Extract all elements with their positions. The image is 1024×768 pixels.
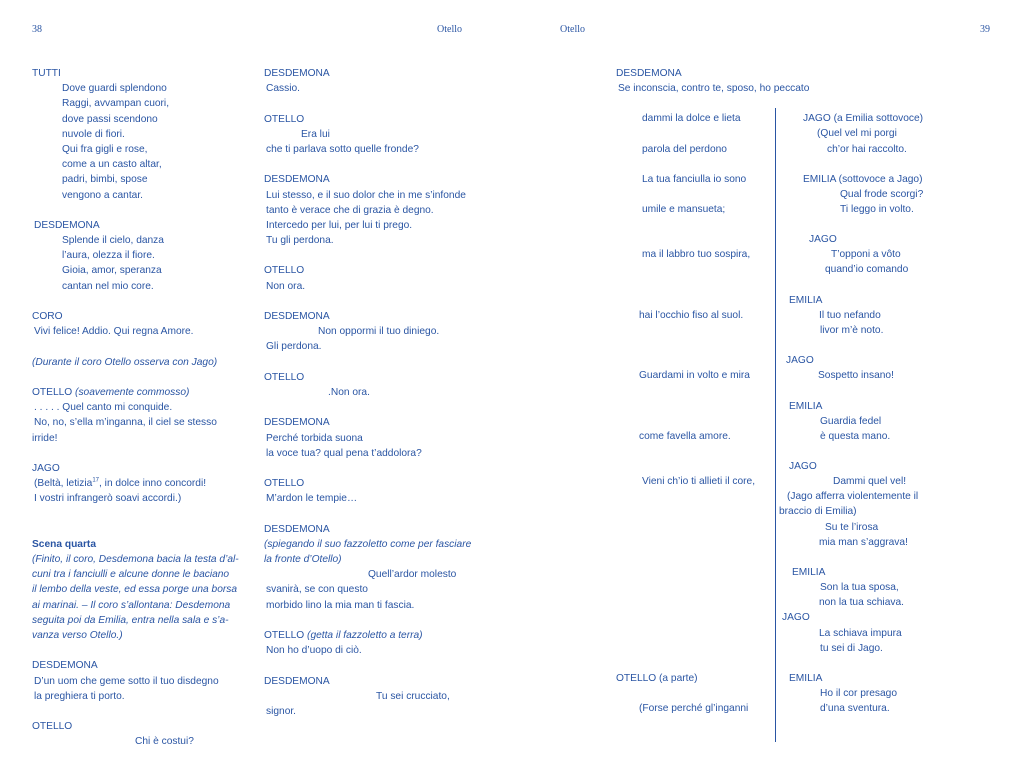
stage-direction: il lembo della veste, ed essa porge una borsa — [32, 584, 238, 596]
verse-line: svanirà, se con questo — [266, 584, 368, 596]
verse-text: (Beltà, letizia — [34, 478, 93, 490]
column-left-page-2 — [264, 66, 484, 719]
verse-line: Il tuo nefando — [819, 310, 881, 321]
verse-line: Guardami in volto e mira — [639, 370, 750, 381]
verse-line: Chi è costui? — [135, 736, 194, 748]
speaker-otello: OTELLO (a parte) — [616, 673, 698, 684]
verse-line: la voce tua? qual pena t’addolora? — [266, 447, 422, 459]
verse-line: (Forse perché gl’inganni — [639, 703, 749, 714]
verse-line: Ti leggo in volto. — [840, 204, 914, 215]
speaker-otello: OTELLO — [32, 721, 73, 733]
speaker-desdemona: DESDEMONA — [264, 311, 330, 322]
speaker-otello: OTELLO — [264, 265, 305, 277]
verse-line: Dammi quel vel! — [833, 476, 907, 487]
verse-line: Dove guardi splendono — [62, 83, 167, 95]
verse-line: Su te l’irosa — [825, 522, 879, 533]
stage-direction: ai marinai. – Il coro s’allontana: Desdemona — [32, 599, 231, 611]
verse-line: la preghiera ti porto. — [34, 690, 125, 702]
verse-line: Era lui — [301, 128, 330, 140]
verse-line: è questa mano. — [820, 431, 891, 442]
speaker-otello — [32, 385, 247, 400]
speaker-jago: JAGO — [789, 461, 817, 472]
speaker-desdemona: DESDEMONA — [32, 660, 98, 672]
verse-line: La tua fanciulla io sono — [642, 174, 747, 185]
verse-line: Tu gli perdona. — [266, 235, 334, 247]
speaker-otello: OTELLO — [264, 371, 305, 383]
running-title-right: Otello — [560, 24, 585, 35]
speaker-jago: JAGO (a Emilia sottovoce) — [803, 113, 924, 124]
verse-line: Gli perdona. — [266, 341, 322, 353]
verse-line: d’una sventura. — [820, 703, 890, 714]
verse-line: Non ora. — [266, 280, 306, 292]
verse-line: Cassio. — [266, 83, 300, 95]
stage-direction: (Durante il coro Otello osserva con Jago) — [32, 356, 218, 368]
verse-line: Lui stesso, e il suo dolor che in me s’infonde — [266, 189, 466, 201]
verse-line: Vieni ch’io ti allieti il core, — [642, 476, 756, 487]
verse-line: T’opponi a vôto — [831, 249, 901, 260]
scene-heading: Scena quarta — [32, 538, 96, 550]
running-title-left: Otello — [437, 24, 462, 35]
verse-line: Guardia fedel — [820, 416, 882, 427]
stage-direction: cuni tra i fanciulli e alcune donne le baciano — [32, 569, 230, 581]
speaker-desdemona: DESDEMONA — [264, 417, 330, 429]
verse-line — [32, 476, 247, 491]
column-divider — [775, 108, 776, 742]
verse-text: , in dolce inno concordi! — [99, 478, 207, 490]
verse-line: Son la tua sposa, — [820, 582, 899, 593]
verse-line: Vivi felice! Addio. Qui regna Amore. — [34, 326, 194, 338]
speaker-jago: JAGO — [32, 462, 60, 474]
speaker-emilia: EMILIA — [792, 567, 826, 578]
speaker-coro: CORO — [32, 311, 63, 322]
verse-line: irride! — [32, 432, 58, 444]
verse-line: Tu sei crucciato, — [376, 690, 450, 702]
verse-line: non la tua schiava. — [819, 597, 904, 608]
speaker-otello — [264, 628, 484, 643]
footnote-marker: 17 — [92, 477, 100, 484]
speaker-emilia: EMILIA — [789, 295, 823, 306]
speaker-emilia: EMILIA — [789, 401, 823, 412]
page-number-left: 38 — [32, 24, 42, 35]
verse-line: Non ho d’uopo di ciò. — [266, 645, 362, 657]
verse-line: l’aura, olezza il fiore. — [62, 250, 155, 262]
speaker-desdemona: DESDEMONA — [264, 68, 330, 79]
speaker-otello: OTELLO — [264, 478, 305, 490]
verse-line: M’ardon le tempie… — [266, 493, 358, 505]
verse-line: cantan nel mio core. — [62, 280, 154, 292]
verse-line: ch’or hai raccolto. — [827, 144, 907, 155]
speaker-tutti: TUTTI — [32, 68, 61, 79]
verse-line: . . . . . Quel canto mi conquide. — [34, 402, 173, 414]
speaker-desdemona: DESDEMONA — [616, 68, 682, 79]
verse-line: No, no, s’ella m’inganna, il ciel se stesso — [34, 417, 217, 429]
stage-direction: (Finito, il coro, Desdemona bacia la testa d’al- — [32, 554, 239, 565]
speaker-name: OTELLO — [264, 629, 305, 641]
speaker-desdemona: DESDEMONA — [264, 675, 330, 687]
verse-line: come favella amore. — [639, 431, 731, 442]
verse-line: parola del perdono — [642, 144, 727, 155]
stage-direction: vanza verso Otello.) — [32, 629, 123, 641]
verse-line: Raggi, avvampan cuori, — [62, 98, 170, 110]
verse-line: (Quel vel mi porgi — [817, 128, 897, 139]
stage-direction: la fronte d’Otello) — [264, 554, 342, 565]
verse-line: padri, bimbi, spose — [62, 174, 148, 186]
verse-line: tanto è verace che di grazia è degno. — [266, 204, 434, 216]
stage-direction: (Jago afferra violentemente il — [787, 491, 919, 502]
speaker-jago: JAGO — [782, 612, 810, 623]
speaker-desdemona: DESDEMONA — [34, 219, 100, 231]
verse-line: livor m’è noto. — [820, 325, 884, 336]
stage-direction: seguita poi da Emilia, entra nella sala e s’a- — [32, 614, 229, 626]
verse-line: dammi la dolce e lieta — [642, 113, 741, 124]
verse-line: Qual frode scorgi? — [840, 189, 924, 200]
verse-line: ma il labbro tuo sospira, — [642, 249, 751, 260]
speaker-name: OTELLO — [32, 386, 73, 398]
verse-line: tu sei di Jago. — [820, 643, 883, 654]
verse-line: Quell’ardor molesto — [368, 569, 457, 581]
verse-line: .Non ora. — [328, 386, 370, 398]
verse-line: D’un uom che geme sotto il tuo disdegno — [34, 675, 219, 687]
verse-line: signor. — [266, 705, 297, 717]
verse-line: La schiava impura — [819, 628, 902, 639]
speaker-desdemona: DESDEMONA — [264, 174, 330, 186]
verse-line: come a un casto altar, — [62, 159, 162, 171]
verse-line: Ho il cor presago — [820, 688, 898, 699]
verse-line: Perché torbida suona — [266, 432, 363, 444]
verse-line: dove passi scendono — [62, 113, 158, 125]
verse-line: Non oppormi il tuo diniego. — [318, 326, 440, 338]
stage-direction: (spiegando il suo fazzoletto come per fasciare — [264, 538, 472, 550]
speaker-emilia: EMILIA — [789, 673, 823, 684]
verse-line: nuvole di fiori. — [62, 128, 125, 140]
stage-direction: (soavemente commosso) — [75, 386, 190, 398]
verse-line: Qui fra gigli e rose, — [62, 143, 148, 155]
speaker-jago: JAGO — [809, 234, 837, 245]
stage-direction: braccio di Emilia) — [779, 506, 857, 517]
speaker-emilia: EMILIA (sottovoce a Jago) — [803, 174, 923, 185]
speaker-jago: JAGO — [786, 355, 814, 366]
speaker-desdemona: DESDEMONA — [264, 523, 330, 535]
verse-line: I vostri infrangerò soavi accordi.) — [34, 493, 182, 505]
verse-line: che ti parlava sotto quelle fronde? — [266, 143, 419, 155]
verse-line: Gioia, amor, speranza — [62, 265, 162, 277]
verse-line: vengono a cantar. — [62, 189, 143, 201]
verse-line: morbido lino la mia man ti fascia. — [266, 599, 415, 611]
column-left-page-1 — [32, 66, 247, 749]
verse-line: Sospetto insano! — [818, 370, 894, 381]
speaker-otello: OTELLO — [264, 113, 305, 125]
verse-line: quand’io comando — [825, 264, 909, 275]
verse-line: Intercedo per lui, per lui ti prego. — [266, 219, 413, 231]
stage-direction: (getta il fazzoletto a terra) — [307, 629, 423, 641]
verse-line: Se inconscia, contro te, sposo, ho peccato — [618, 83, 810, 94]
verse-line: hai l’occhio fiso al suol. — [639, 310, 744, 321]
page-number-right: 39 — [980, 24, 990, 35]
verse-line: umile e mansueta; — [642, 204, 726, 215]
verse-line: Splende il cielo, danza — [62, 235, 164, 247]
verse-line: mia man s’aggrava! — [819, 537, 908, 548]
